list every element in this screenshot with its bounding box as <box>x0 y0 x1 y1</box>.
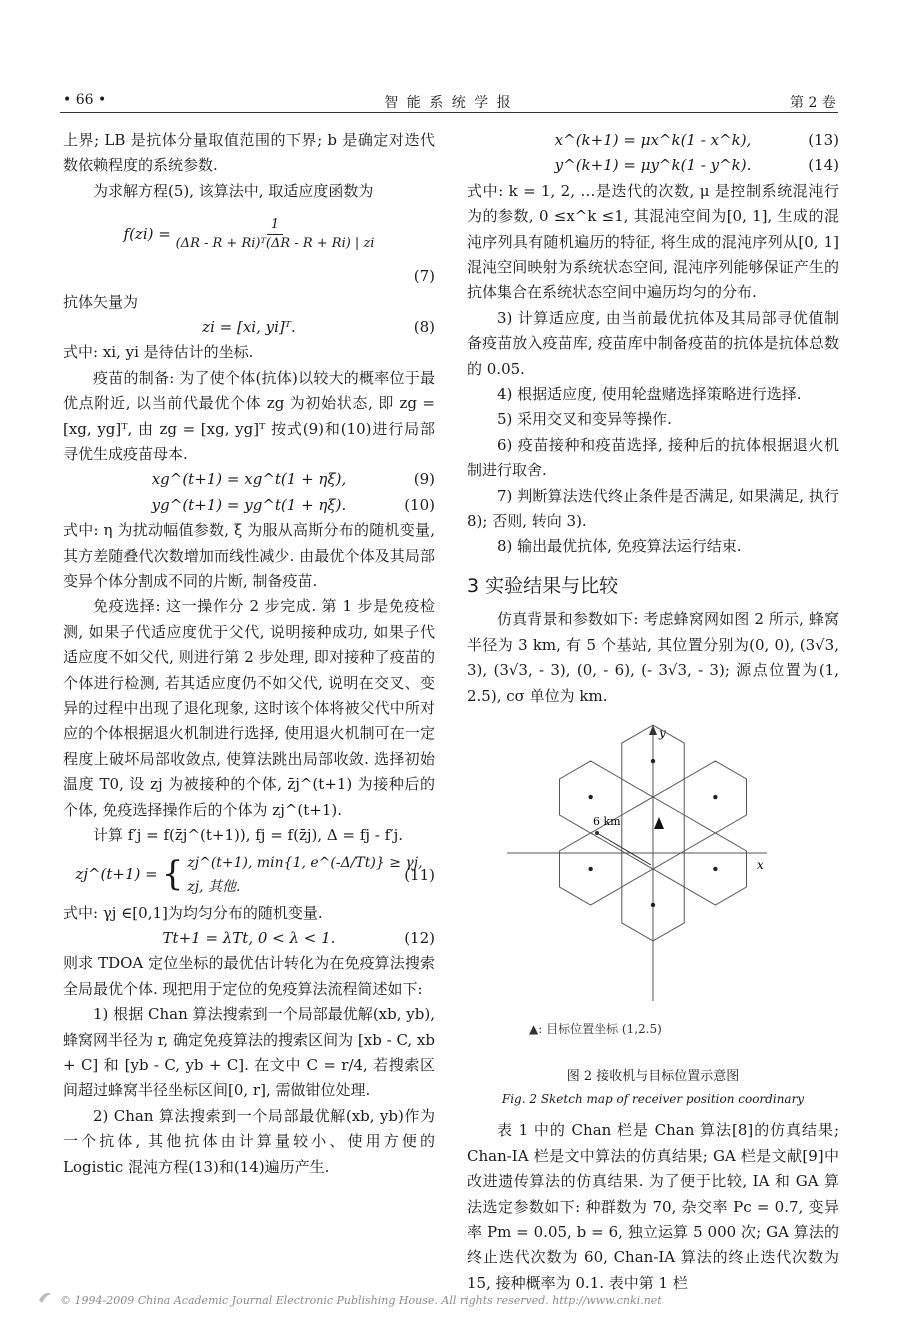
journal-title: 智 能 系 统 学 报 <box>384 95 513 111</box>
eq7-fraction <box>176 216 375 253</box>
target-marker-icon <box>654 817 664 829</box>
base-station-dot <box>651 903 655 907</box>
right-column <box>467 128 839 1296</box>
figure-caption-cn: 图 2 接收机与目标位置示意图 <box>566 1069 740 1085</box>
figure-caption-en: Fig. 2 Sketch map of receiver position coordinary <box>501 1092 805 1107</box>
equation-14: y^(k+1) = μy^k(1 - y^k). (14) <box>554 156 839 175</box>
paragraph: 5) 采用交叉和变异等操作. <box>497 410 672 429</box>
hexagon-diagram <box>467 713 839 1013</box>
paragraph: 表 1 中的 Chan 栏是 Chan 算法[8]的仿真结果; Chan-IA 栏是文中算法的仿真结果; GA 栏是文献[9]中改进遗传算法的仿真结果. 为了便于比较, IA 和 GA 算法选定参数如下: 种群数为 70, 杂交率 Pc = 0.7, 变异率 Pm = 0.05, b = 6, 独立运算 5 000 次; GA 算法的终止迭代次数为 60, Chan-IA 算法的终止迭代次数为 15, 接种概率为 0.1. 表中第 1 栏 <box>467 1121 839 1292</box>
equation-8: zi = [xi, yi]ᵀ. (8) <box>202 318 435 337</box>
paragraph: 式中: γj ∈[0,1]为均匀分布的随机变量. <box>63 903 323 922</box>
eq11-case-1: zj^(t+1), min{1, e^(-Δ/Tt)} ≥ γj, <box>187 854 423 871</box>
radius-endpoint <box>595 831 599 835</box>
base-station-dot <box>713 795 717 799</box>
paragraph: 1) 根据 Chan 算法搜索到一个局部最优解(xb, yb), 蜂窝网半径为 r, 确定免疫算法的搜索区间为 [xb - C, xb + C] 和 [yb - C, yb + C]. 在文中 C = r/4, 若搜索区间超过蜂窝半径坐标区间[0, r], 需做钳位处理. <box>63 1005 435 1100</box>
paragraph: 6) 疫苗接种和疫苗选择, 接种后的抗体根据退火机制进行取舍. <box>467 435 839 480</box>
paragraph: 3) 计算适应度, 由当前最优抗体及其局部寻优值制备疫苗放入疫苗库, 疫苗库中制备疫苗的抗体是抗体总数的 0.05. <box>467 308 839 378</box>
paragraph: 式中: xi, yi 是待估计的坐标. <box>63 343 254 362</box>
base-station-dot <box>588 795 592 799</box>
figure-target-note: ▲: 目标位置坐标 (1,2.5) <box>529 1021 662 1036</box>
paragraph: 免疫选择: 这一操作分 2 步完成. 第 1 步是免疫检测, 如果子代适应度优于父代, 说明接种成功, 如果子代适应度不如父代, 则进行第 2 步处理, 即对接种了疫苗的个体进行检测, 若其适应度仍不如父代, 说明在交叉、变异的过程中出现了退化现象, 这时该个体将被父代中所对应的个体根据退火机制进行选择, 使用退火机制可在一定程度上破坏局部收敛点, 使算法跳出局部收敛. 选择初始温度 T0, 设 zj 为被接种的个体, z̄j^(t+1) 为接种后的个体, 免疫选择操作后的个体为 zj^(t+1). <box>63 597 435 819</box>
section-heading: 3 实验结果与比较 <box>467 574 619 597</box>
equation-12: Tt+1 = λTt, 0 < λ < 1. (12) <box>162 928 435 947</box>
equation-13: x^(k+1) = μx^k(1 - x^k), (13) <box>554 131 839 149</box>
paragraph: 上界; LB 是抗体分量取值范围的下界; b 是确定对迭代数依赖程度的系统参数. <box>63 131 435 175</box>
equation-11: zj^(t+1) = { zj^(t+1), min{1, e^(-Δ/Tt)} ≥ γj, zj, 其他. (11) <box>63 849 435 901</box>
eq7-numerator: 1 <box>267 216 283 235</box>
equation-7 <box>63 204 435 264</box>
equation-10: yg^(t+1) = yg^t(1 + ηξ). (10) <box>151 495 435 514</box>
y-axis-label: y <box>659 725 666 740</box>
eq7-denominator: (ΔR - R + Ri)ᵀ(ΔR - R + Ri) | zi <box>175 235 375 251</box>
cnki-logo-icon <box>36 1288 54 1306</box>
paragraph: 2) Chan 算法搜索到一个局部最优解(xb, yb)作为一个抗体, 其他抗体由计算量较小、使用方便的 Logistic 混沌方程(13)和(14)遍历产生. <box>63 1106 435 1176</box>
eq11-case-2: zj, 其他. <box>187 878 241 895</box>
left-column <box>63 128 435 1180</box>
paragraph: 式中: k = 1, 2, …是迭代的次数, μ 是控制系统混沌行为的参数, 0 ≤x^k ≤1, 其混沌空间为[0, 1], 生成的混沌序列具有随机遍历的特征, 将生成的混沌序列从[0, 1]混沌空间映射为系统状态空间, 混沌序列能够保证产生的抗体集合在系统状态空间中遍历均匀的分布. <box>467 181 839 302</box>
base-station-dot <box>651 759 655 763</box>
header-rule <box>60 112 838 113</box>
figure-2 <box>467 713 839 1013</box>
paragraph: 计算 f′j = f(z̄j^(t+1)), fj = f(z̄j), Δ = fj - f′j. <box>93 826 404 845</box>
base-station-dot <box>713 867 717 871</box>
copyright-footer: © 1994-2009 China Academic Journal Electronic Publishing House. All rights reserved. http://www.cnki.net <box>60 1294 662 1307</box>
paragraph: 7) 判断算法迭代终止条件是否满足, 如果满足, 执行 8); 否则, 转向 3). <box>467 486 839 531</box>
paragraph: 为求解方程(5), 该算法中, 取适应度函数为 <box>93 181 374 200</box>
eq7-lhs: f(zi) = <box>123 224 171 243</box>
volume-label: 第 2 卷 <box>790 95 836 111</box>
paragraph: 4) 根据适应度, 使用轮盘赌选择策略进行选择. <box>497 385 802 404</box>
paragraph: 疫苗的制备: 为了使个体(抗体)以较大的概率位于最优点附近, 以当前代最优个体 zg 为初始状态, 即 zg = [xg, yg]ᵀ, 由 zg = [xg, yg]ᵀ 按式(9)和(10)进行局部寻优生成疫苗母本. <box>63 368 435 464</box>
paragraph: 仿真背景和参数如下: 考虑蜂窝网如图 2 所示, 蜂窝半径为 3 km, 有 5 个基站, 其位置分别为(0, 0), (3√3, 3), (3√3, - 3), (0, - 6), (- 3√3, - 3); 源点位置为(1, 2.5), cσ 单位为 km. <box>467 610 839 705</box>
paragraph: 式中: η 为扰动幅值参数, ξ 为服从高斯分布的随机变量, 其方差随叠代次数增加而线性减少. 由最优个体及其局部变异个体分割成不同的片断, 制备疫苗. <box>63 521 435 591</box>
page-number: • 66 • <box>63 92 107 108</box>
radius-line <box>597 833 651 865</box>
paragraph: 8) 输出最优抗体, 免疫算法运行结束. <box>497 537 742 556</box>
equation-number: (7) <box>413 267 435 286</box>
radius-label: 6 km <box>593 814 621 828</box>
base-station-dot <box>588 867 592 871</box>
paragraph: 抗体矢量为 <box>63 292 139 311</box>
paragraph: 则求 TDOA 定位坐标的最优估计转化为在免疫算法搜索全局最优个体. 现把用于定位的免疫算法流程简述如下: <box>63 954 435 998</box>
x-axis-label: x <box>757 857 764 872</box>
equation-9: xg^(t+1) = xg^t(1 + ηξ), (9) <box>151 470 435 489</box>
